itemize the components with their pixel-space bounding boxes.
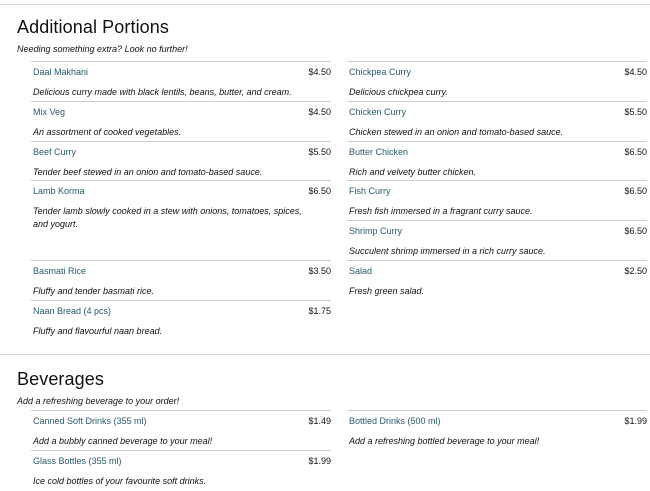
item-description: Rich and velvety butter chicken.: [349, 167, 477, 177]
item-description: Add a refreshing bottled beverage to your meal!: [349, 436, 540, 446]
item-name: Beef Curry: [33, 147, 77, 157]
portions-right-column: [347, 61, 647, 300]
item-price: $6.50: [624, 226, 647, 236]
item-description: Fluffy and tender basmati rice.: [33, 286, 155, 296]
item-price: $1.49: [308, 416, 331, 426]
item-description: Fluffy and flavourful naan bread.: [33, 326, 163, 336]
beverages-left-column: [31, 410, 331, 490]
item-name: Bottled Drinks (500 ml): [349, 416, 441, 426]
item-description: Delicious chickpea curry.: [349, 87, 448, 97]
item-price: $1.75: [308, 306, 331, 316]
item-price: $3.50: [308, 266, 331, 276]
item-description: Ice cold bottles of your favourite soft drinks.: [33, 476, 207, 486]
item-name: Shrimp Curry: [349, 226, 403, 236]
menu-item[interactable]: [31, 410, 331, 450]
item-description: Chicken stewed in an onion and tomato-based sauce.: [349, 127, 564, 137]
menu-item[interactable]: [347, 220, 647, 260]
item-name: Salad: [349, 266, 373, 276]
menu-item[interactable]: [31, 141, 331, 180]
item-name: Glass Bottles (355 ml): [33, 456, 122, 466]
portions-left-column: [31, 61, 331, 340]
item-description: Fresh fish immersed in a fragrant curry sauce.: [349, 206, 533, 216]
item-price: $1.99: [624, 416, 647, 426]
item-price: $6.50: [624, 186, 647, 196]
item-description: Add a bubbly canned beverage to your meal!: [33, 436, 213, 446]
menu-item[interactable]: [347, 410, 647, 450]
item-description: Delicious curry made with black lentils, beans, butter, and cream.: [33, 87, 292, 97]
item-name: Naan Bread (4 pcs): [33, 306, 112, 316]
item-price: $6.50: [308, 186, 331, 196]
menu-item[interactable]: [31, 450, 331, 490]
section-title: Beverages: [17, 369, 104, 389]
section-subtitle: Needing something extra? Look no further!: [17, 44, 188, 54]
item-description: An assortment of cooked vegetables.: [33, 127, 182, 137]
section-divider: [0, 354, 650, 355]
menu-item[interactable]: [347, 101, 647, 141]
menu-item[interactable]: [347, 180, 647, 220]
item-name: Fish Curry: [349, 186, 391, 196]
item-description: Succulent shrimp immersed in a rich curry sauce.: [349, 246, 546, 256]
item-price: $2.50: [624, 266, 647, 276]
item-price: $4.50: [308, 67, 331, 77]
item-name: Lamb Korma: [33, 186, 85, 196]
item-description: Tender lamb slowly cooked in a stew with onions, tomatoes, spices, and yogurt.: [33, 206, 302, 229]
item-name: Basmati Rice: [33, 266, 87, 276]
item-name: Mix Veg: [33, 107, 66, 117]
section-title: Additional Portions: [17, 17, 169, 37]
item-price: $5.50: [308, 147, 331, 157]
item-price: $6.50: [624, 147, 647, 157]
item-price: $4.50: [624, 67, 647, 77]
menu-item[interactable]: [31, 300, 331, 340]
item-name: Chickpea Curry: [349, 67, 412, 77]
beverages-right-column: [347, 410, 647, 450]
item-name: Daal Makhani: [33, 67, 89, 77]
item-name: Canned Soft Drinks (355 ml): [33, 416, 147, 426]
menu-item[interactable]: [31, 180, 331, 260]
item-name: Butter Chicken: [349, 147, 409, 157]
section-subtitle: Add a refreshing beverage to your order!: [17, 396, 180, 406]
item-name: Chicken Curry: [349, 107, 407, 117]
menu-item[interactable]: [347, 61, 647, 101]
item-price: $1.99: [308, 456, 331, 466]
top-divider: [0, 4, 650, 5]
menu-item[interactable]: [347, 141, 647, 180]
item-price: $4.50: [308, 107, 331, 117]
item-description: Fresh green salad.: [349, 286, 425, 296]
menu-item[interactable]: [31, 101, 331, 141]
item-price: $5.50: [624, 107, 647, 117]
item-description: Tender beef stewed in an onion and tomato-based sauce.: [33, 167, 263, 177]
menu-item[interactable]: [31, 61, 331, 101]
menu-item[interactable]: [31, 260, 331, 300]
menu-item[interactable]: [347, 260, 647, 300]
